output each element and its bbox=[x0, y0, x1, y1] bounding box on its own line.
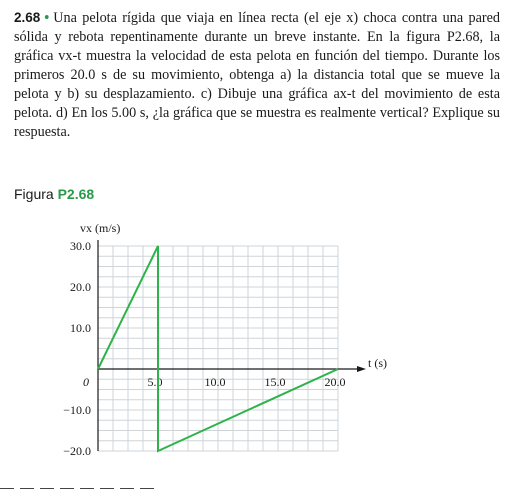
figure-label: Figura bbox=[14, 186, 54, 202]
x-axis-arrow-icon bbox=[357, 366, 366, 372]
figure-caption bbox=[14, 186, 94, 202]
y-tick-label: −20.0 bbox=[63, 444, 91, 458]
y-tick-label: 10.0 bbox=[70, 321, 91, 335]
velocity-time-chart bbox=[0, 212, 514, 482]
x-tick-label: 0 bbox=[83, 375, 89, 389]
y-tick-label: 30.0 bbox=[70, 239, 91, 253]
problem-number: 2.68 bbox=[14, 10, 41, 25]
next-problem-cutoff bbox=[0, 478, 514, 489]
bullet-icon: • bbox=[44, 10, 50, 26]
y-tick-label: −10.0 bbox=[63, 403, 91, 417]
x-tick-label: 20.0 bbox=[324, 375, 346, 389]
y-tick-label: 20.0 bbox=[70, 280, 91, 294]
problem-text: Una pelota rígida que viaja en línea recta (el eje x) choca contra una pared sólida y rebota repentinamente durante un breve instante. En la figura P2.68, la gráfica vx-t muestra la velocidad de esta pelota en función del tiempo. Durante los primeros 20.0 s de su movimiento, obtenga a) la distancia total que se mueve la pelota y b) su desplazamiento. c) Dibuje una gráfica ax-t del movimiento de esta pelota. d) En los 5.00 s, ¿la gráfica que se muestra es realmente vertical? Explique su respuesta. bbox=[14, 10, 500, 140]
x-tick-label: 10.0 bbox=[204, 375, 226, 389]
x-axis-label: t (s) bbox=[368, 356, 387, 370]
x-tick-label: 5.0 bbox=[147, 375, 163, 389]
y-axis-label: vx (m/s) bbox=[80, 221, 121, 235]
x-tick-label: 15.0 bbox=[264, 375, 286, 389]
figure-number: P2.68 bbox=[57, 186, 95, 202]
problem-statement bbox=[14, 8, 500, 142]
